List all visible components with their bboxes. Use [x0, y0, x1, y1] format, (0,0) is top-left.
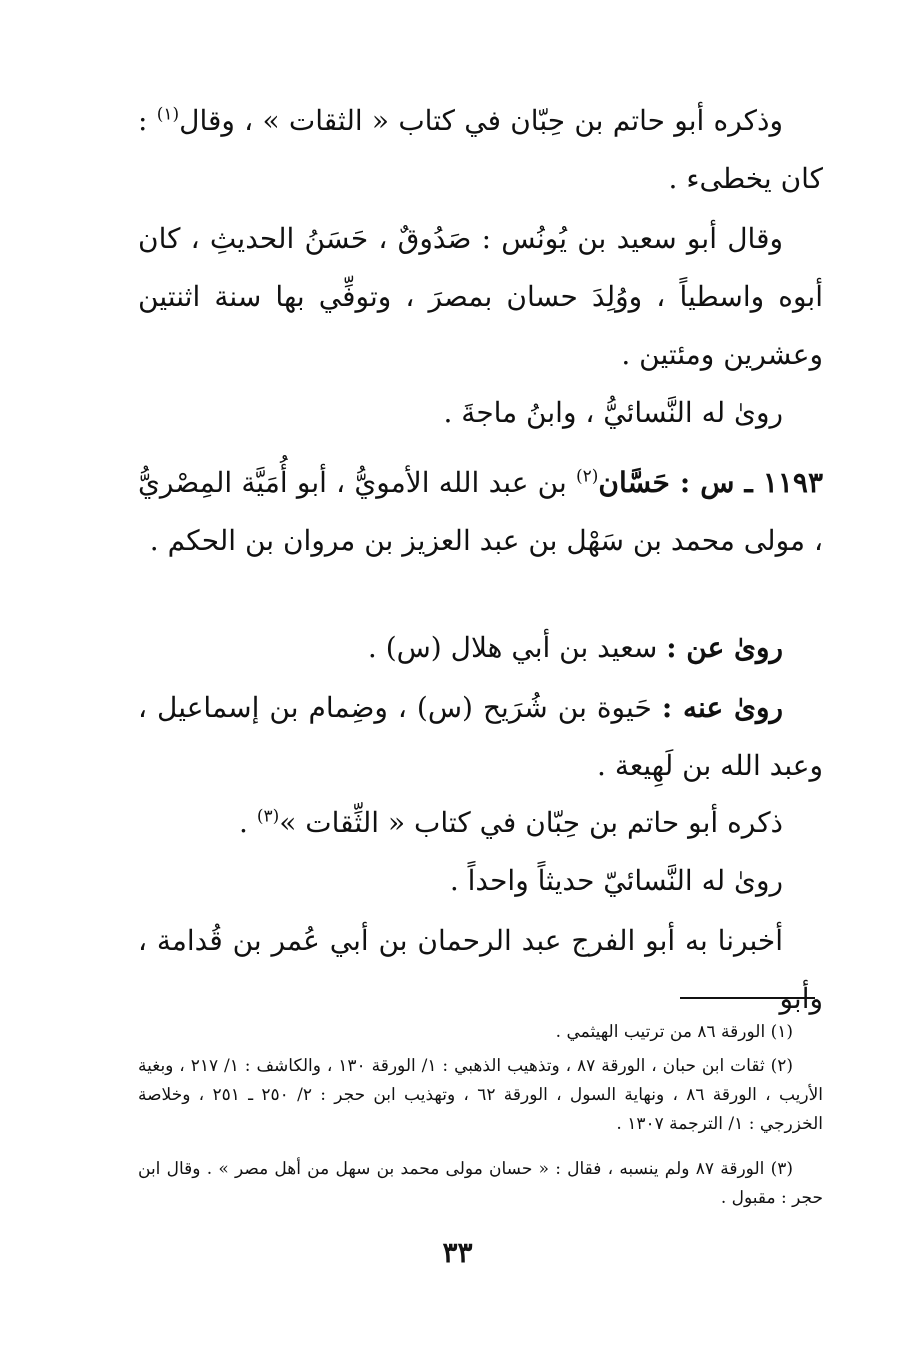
paragraph-7 — [138, 794, 823, 852]
paragraph-8: روىٰ له النَّسائيّ حديثاً واحداً . — [449, 864, 783, 897]
footnote-ref-1: (١) — [156, 104, 180, 125]
page-number: ٣٣ — [442, 1236, 473, 1269]
footnote-ref-3: (٣) — [256, 806, 280, 827]
narrated-by-label: روىٰ عنه : — [661, 691, 784, 724]
entry-1193 — [138, 454, 823, 570]
paragraph-7-text-end: . — [239, 806, 257, 839]
narrated-from — [138, 619, 823, 677]
footnote-divider — [680, 997, 815, 999]
paragraph-2: وقال أبو سعيد بن يُونُس : صَدُوقٌ ، حَسَنُ الحديثِ ، كان أبوه واسطياً ، ووُلِدَ حسان بمصرَ ، وتوفِّي بها سنة اثنتين وعشرين ومئتين . — [138, 222, 823, 371]
entry-text: بن عبد الله الأمويُّ ، أبو أُمَيَّة المِصْريُّ ، مولى محمد بن سَهْل بن عبد العزيز بن مروان بن الحكم . — [138, 466, 823, 557]
narrated-from-label: روىٰ عن : — [666, 631, 783, 664]
narrated-by — [138, 679, 823, 795]
paragraph-9: أخبرنا به أبو الفرج عبد الرحمان بن أبي عُمر بن قُدامة ، وأبو — [138, 924, 823, 1015]
paragraph-7-text: ذكره أبو حاتم بن حِبّان في كتاب « الثِّقات » — [279, 806, 783, 839]
footnote-1: (١) الورقة ٨٦ من ترتيب الهيثمي . — [555, 1022, 793, 1042]
footnote-2: (٢) ثقات ابن حبان ، الورقة ٨٧ ، وتذهيب الذهبي : ١/ الورقة ١٣٠ ، والكاشف : ١/ ٢١٧ ، وبغية الأريب ، الورقة ٨٦ ، ونهاية السول ، الورقة ٦٢ ، وتهذيب ابن حجر : ٢/ ٢٥٠ ـ ٢٥١ ، وخلاصة الخزرجي : ١/ الترجمة ١٣٠٧ . — [138, 1056, 823, 1134]
footnote-ref-2: (٢) — [576, 466, 599, 487]
footnote-3: (٣) الورقة ٨٧ ولم ينسبه ، فقال : « حسان مولى محمد بن سهل من أهل مصر » . وقال ابن حجر : مقبول . — [138, 1159, 823, 1208]
paragraph-1-text: وذكره أبو حاتم بن حِبّان في كتاب « الثقات » ، وقال — [179, 104, 783, 137]
narrated-by-text: حَيوة بن شُرَيح (س) ، وضِمام بن إسماعيل ، وعبد الله بن لَهِيعة . — [138, 691, 823, 782]
paragraph-1-text-end: : كان يخطىء . — [138, 104, 823, 195]
paragraph-1 — [138, 92, 823, 208]
paragraph-3: روىٰ له النَّسائيُّ ، وابنُ ماجةَ . — [443, 396, 783, 429]
narrated-from-text: سعيد بن أبي هلال (س) . — [367, 631, 667, 664]
entry-number: ١١٩٣ ـ س : حَسَّان — [598, 466, 823, 499]
